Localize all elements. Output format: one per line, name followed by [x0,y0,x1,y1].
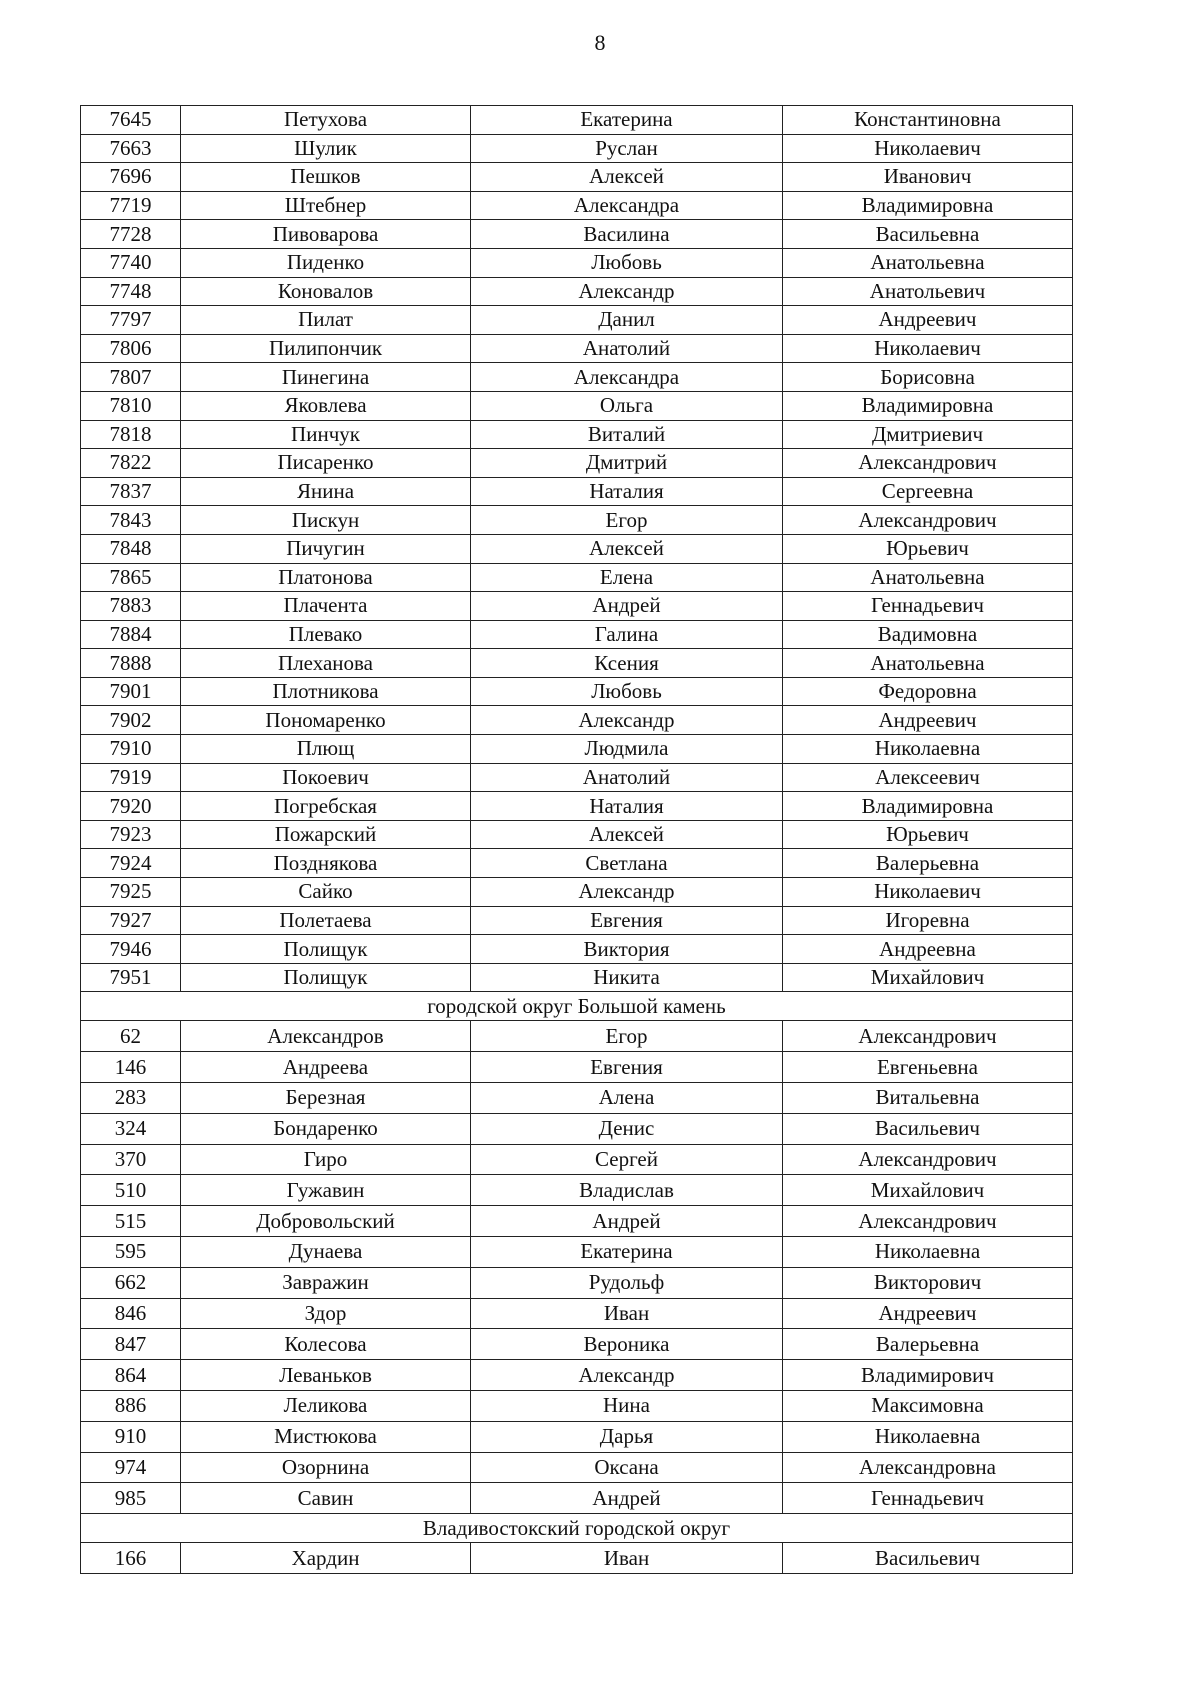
surname-cell: Александров [181,1021,471,1052]
record-number-cell: 7837 [81,477,181,506]
first-name-cell: Любовь [471,677,783,706]
surname-cell: Озорнина [181,1452,471,1483]
surname-cell: Дунаева [181,1236,471,1267]
record-number-cell: 166 [81,1543,181,1574]
table-row [81,277,1073,306]
record-number-cell: 7645 [81,106,181,135]
table-row [81,706,1073,735]
first-name-cell: Александра [471,191,783,220]
table-row [81,620,1073,649]
patronymic-cell: Александрович [783,449,1073,478]
surname-cell: Пилат [181,306,471,335]
table-row [81,477,1073,506]
first-name-cell: Денис [471,1113,783,1144]
table-row [81,1421,1073,1452]
record-number-cell: 7902 [81,706,181,735]
roster-section [81,106,1073,992]
first-name-cell: Руслан [471,134,783,163]
table-row [81,506,1073,535]
surname-cell: Здор [181,1298,471,1329]
surname-cell: Пинегина [181,363,471,392]
table-row [81,763,1073,792]
surname-cell: Березная [181,1083,471,1114]
patronymic-cell: Владимирович [783,1360,1073,1391]
table-row [81,220,1073,249]
table-row [81,1113,1073,1144]
record-number-cell: 7843 [81,506,181,535]
table-row [81,391,1073,420]
surname-cell: Пешков [181,163,471,192]
surname-cell: Пивоварова [181,220,471,249]
patronymic-cell: Анатольевна [783,248,1073,277]
patronymic-cell: Валерьевна [783,1329,1073,1360]
record-number-cell: 7910 [81,735,181,764]
patronymic-cell: Игоревна [783,906,1073,935]
patronymic-cell: Николаевна [783,735,1073,764]
record-number-cell: 985 [81,1483,181,1514]
first-name-cell: Наталия [471,792,783,821]
surname-cell: Плотникова [181,677,471,706]
patronymic-cell: Александровна [783,1452,1073,1483]
patronymic-cell: Александрович [783,1144,1073,1175]
patronymic-cell: Андреевна [783,935,1073,964]
table-row [81,1236,1073,1267]
patronymic-cell: Борисовна [783,363,1073,392]
patronymic-cell: Николаевна [783,1421,1073,1452]
first-name-cell: Иван [471,1543,783,1574]
surname-cell: Полищук [181,963,471,992]
surname-cell: Гиро [181,1144,471,1175]
record-number-cell: 886 [81,1390,181,1421]
surname-cell: Писаренко [181,449,471,478]
surname-cell: Полетаева [181,906,471,935]
surname-cell: Мистюкова [181,1421,471,1452]
record-number-cell: 7797 [81,306,181,335]
first-name-cell: Сергей [471,1144,783,1175]
table-row [81,334,1073,363]
table-row [81,849,1073,878]
patronymic-cell: Владимировна [783,792,1073,821]
record-number-cell: 7888 [81,649,181,678]
first-name-cell: Евгения [471,1052,783,1083]
table-row [81,592,1073,621]
first-name-cell: Алексей [471,820,783,849]
table-row [81,134,1073,163]
first-name-cell: Алексей [471,163,783,192]
record-number-cell: 7924 [81,849,181,878]
patronymic-cell: Андреевич [783,306,1073,335]
surname-cell: Плющ [181,735,471,764]
surname-cell: Яковлева [181,391,471,420]
roster-section [81,1514,1073,1574]
record-number-cell: 515 [81,1206,181,1237]
surname-cell: Шулик [181,134,471,163]
surname-cell: Андреева [181,1052,471,1083]
record-number-cell: 7925 [81,878,181,907]
surname-cell: Петухова [181,106,471,135]
surname-cell: Леваньков [181,1360,471,1391]
surname-cell: Завражин [181,1267,471,1298]
record-number-cell: 7951 [81,963,181,992]
table-row [81,1052,1073,1083]
patronymic-cell: Вадимовна [783,620,1073,649]
surname-cell: Плачента [181,592,471,621]
table-row [81,677,1073,706]
first-name-cell: Ольга [471,391,783,420]
patronymic-cell: Николаевна [783,1236,1073,1267]
surname-cell: Штебнер [181,191,471,220]
patronymic-cell: Владимировна [783,191,1073,220]
surname-cell: Пиденко [181,248,471,277]
record-number-cell: 846 [81,1298,181,1329]
surname-cell: Гужавин [181,1175,471,1206]
first-name-cell: Иван [471,1298,783,1329]
first-name-cell: Людмила [471,735,783,764]
first-name-cell: Екатерина [471,106,783,135]
surname-cell: Добровольский [181,1206,471,1237]
first-name-cell: Рудольф [471,1267,783,1298]
first-name-cell: Андрей [471,1206,783,1237]
patronymic-cell: Сергеевна [783,477,1073,506]
surname-cell: Савин [181,1483,471,1514]
surname-cell: Бондаренко [181,1113,471,1144]
patronymic-cell: Иванович [783,163,1073,192]
first-name-cell: Александр [471,1360,783,1391]
patronymic-cell: Васильевич [783,1113,1073,1144]
table-row [81,1021,1073,1052]
first-name-cell: Алексей [471,534,783,563]
first-name-cell: Елена [471,563,783,592]
patronymic-cell: Юрьевич [783,820,1073,849]
first-name-cell: Нина [471,1390,783,1421]
first-name-cell: Дмитрий [471,449,783,478]
first-name-cell: Виктория [471,935,783,964]
first-name-cell: Дарья [471,1421,783,1452]
table-row [81,1543,1073,1574]
patronymic-cell: Дмитриевич [783,420,1073,449]
first-name-cell: Егор [471,1021,783,1052]
record-number-cell: 7901 [81,677,181,706]
patronymic-cell: Андреевич [783,706,1073,735]
record-number-cell: 7807 [81,363,181,392]
patronymic-cell: Владимировна [783,391,1073,420]
table-row [81,878,1073,907]
record-number-cell: 7728 [81,220,181,249]
patronymic-cell: Анатольевна [783,563,1073,592]
table-row [81,1175,1073,1206]
first-name-cell: Никита [471,963,783,992]
table-row [81,1452,1073,1483]
patronymic-cell: Васильевна [783,220,1073,249]
patronymic-cell: Михайлович [783,963,1073,992]
roster-table [80,105,1073,1574]
table-row [81,363,1073,392]
first-name-cell: Виталий [471,420,783,449]
surname-cell: Сайко [181,878,471,907]
group-header-row [81,1514,1073,1543]
patronymic-cell: Николаевич [783,334,1073,363]
table-row [81,163,1073,192]
table-row [81,1083,1073,1114]
record-number-cell: 974 [81,1452,181,1483]
patronymic-cell: Евгеньевна [783,1052,1073,1083]
patronymic-cell: Алексеевич [783,763,1073,792]
patronymic-cell: Юрьевич [783,534,1073,563]
surname-cell: Пономаренко [181,706,471,735]
surname-cell: Хардин [181,1543,471,1574]
table-row [81,792,1073,821]
table-row [81,191,1073,220]
surname-cell: Леликова [181,1390,471,1421]
record-number-cell: 595 [81,1236,181,1267]
record-number-cell: 7663 [81,134,181,163]
table-row [81,1390,1073,1421]
first-name-cell: Светлана [471,849,783,878]
first-name-cell: Любовь [471,248,783,277]
record-number-cell: 910 [81,1421,181,1452]
first-name-cell: Анатолий [471,334,783,363]
record-number-cell: 146 [81,1052,181,1083]
table-row [81,563,1073,592]
record-number-cell: 7806 [81,334,181,363]
table-row [81,248,1073,277]
page-number: 8 [594,30,606,55]
record-number-cell: 7946 [81,935,181,964]
first-name-cell: Александр [471,878,783,907]
record-number-cell: 283 [81,1083,181,1114]
surname-cell: Платонова [181,563,471,592]
table-row [81,1267,1073,1298]
record-number-cell: 7810 [81,391,181,420]
surname-cell: Коновалов [181,277,471,306]
table-row [81,906,1073,935]
table-row [81,1329,1073,1360]
first-name-cell: Данил [471,306,783,335]
patronymic-cell: Витальевна [783,1083,1073,1114]
patronymic-cell: Константиновна [783,106,1073,135]
table-row [81,449,1073,478]
patronymic-cell: Анатольевич [783,277,1073,306]
patronymic-cell: Андреевич [783,1298,1073,1329]
surname-cell: Пожарский [181,820,471,849]
record-number-cell: 7865 [81,563,181,592]
surname-cell: Янина [181,477,471,506]
table-row [81,1483,1073,1514]
first-name-cell: Александр [471,277,783,306]
patronymic-cell: Валерьевна [783,849,1073,878]
surname-cell: Полищук [181,935,471,964]
record-number-cell: 510 [81,1175,181,1206]
first-name-cell: Андрей [471,1483,783,1514]
surname-cell: Пичугин [181,534,471,563]
table-row [81,306,1073,335]
first-name-cell: Оксана [471,1452,783,1483]
group-title: городской округ Большой камень [81,992,1073,1021]
record-number-cell: 847 [81,1329,181,1360]
surname-cell: Пилипончик [181,334,471,363]
record-number-cell: 7818 [81,420,181,449]
record-number-cell: 7884 [81,620,181,649]
first-name-cell: Евгения [471,906,783,935]
first-name-cell: Владислав [471,1175,783,1206]
first-name-cell: Василина [471,220,783,249]
table-row [81,1298,1073,1329]
record-number-cell: 370 [81,1144,181,1175]
patronymic-cell: Александрович [783,1021,1073,1052]
first-name-cell: Александр [471,706,783,735]
table-row [81,963,1073,992]
record-number-cell: 7883 [81,592,181,621]
table-row [81,1360,1073,1391]
table-row [81,534,1073,563]
first-name-cell: Галина [471,620,783,649]
record-number-cell: 7848 [81,534,181,563]
group-header-row [81,992,1073,1021]
table-row [81,935,1073,964]
group-title: Владивостокский городской округ [81,1514,1073,1543]
first-name-cell: Наталия [471,477,783,506]
record-number-cell: 7748 [81,277,181,306]
table-row [81,735,1073,764]
surname-cell: Покоевич [181,763,471,792]
surname-cell: Колесова [181,1329,471,1360]
record-number-cell: 7927 [81,906,181,935]
record-number-cell: 7919 [81,763,181,792]
patronymic-cell: Михайлович [783,1175,1073,1206]
record-number-cell: 662 [81,1267,181,1298]
patronymic-cell: Александрович [783,1206,1073,1237]
record-number-cell: 7740 [81,248,181,277]
first-name-cell: Анатолий [471,763,783,792]
record-number-cell: 7822 [81,449,181,478]
first-name-cell: Ксения [471,649,783,678]
patronymic-cell: Александрович [783,506,1073,535]
record-number-cell: 324 [81,1113,181,1144]
record-number-cell: 7719 [81,191,181,220]
surname-cell: Плеханова [181,649,471,678]
table-row [81,820,1073,849]
record-number-cell: 7920 [81,792,181,821]
surname-cell: Плевако [181,620,471,649]
surname-cell: Погребская [181,792,471,821]
patronymic-cell: Анатольевна [783,649,1073,678]
patronymic-cell: Геннадьевич [783,1483,1073,1514]
first-name-cell: Алена [471,1083,783,1114]
record-number-cell: 864 [81,1360,181,1391]
patronymic-cell: Федоровна [783,677,1073,706]
surname-cell: Позднякова [181,849,471,878]
patronymic-cell: Викторович [783,1267,1073,1298]
patronymic-cell: Максимовна [783,1390,1073,1421]
table-row [81,106,1073,135]
first-name-cell: Егор [471,506,783,535]
table-row [81,649,1073,678]
first-name-cell: Вероника [471,1329,783,1360]
record-number-cell: 62 [81,1021,181,1052]
patronymic-cell: Николаевич [783,878,1073,907]
first-name-cell: Александра [471,363,783,392]
table-row [81,420,1073,449]
surname-cell: Пинчук [181,420,471,449]
patronymic-cell: Васильевич [783,1543,1073,1574]
record-number-cell: 7696 [81,163,181,192]
first-name-cell: Екатерина [471,1236,783,1267]
roster-section [81,992,1073,1514]
first-name-cell: Андрей [471,592,783,621]
patronymic-cell: Геннадьевич [783,592,1073,621]
table-row [81,1206,1073,1237]
surname-cell: Пискун [181,506,471,535]
table-row [81,1144,1073,1175]
patronymic-cell: Николаевич [783,134,1073,163]
record-number-cell: 7923 [81,820,181,849]
